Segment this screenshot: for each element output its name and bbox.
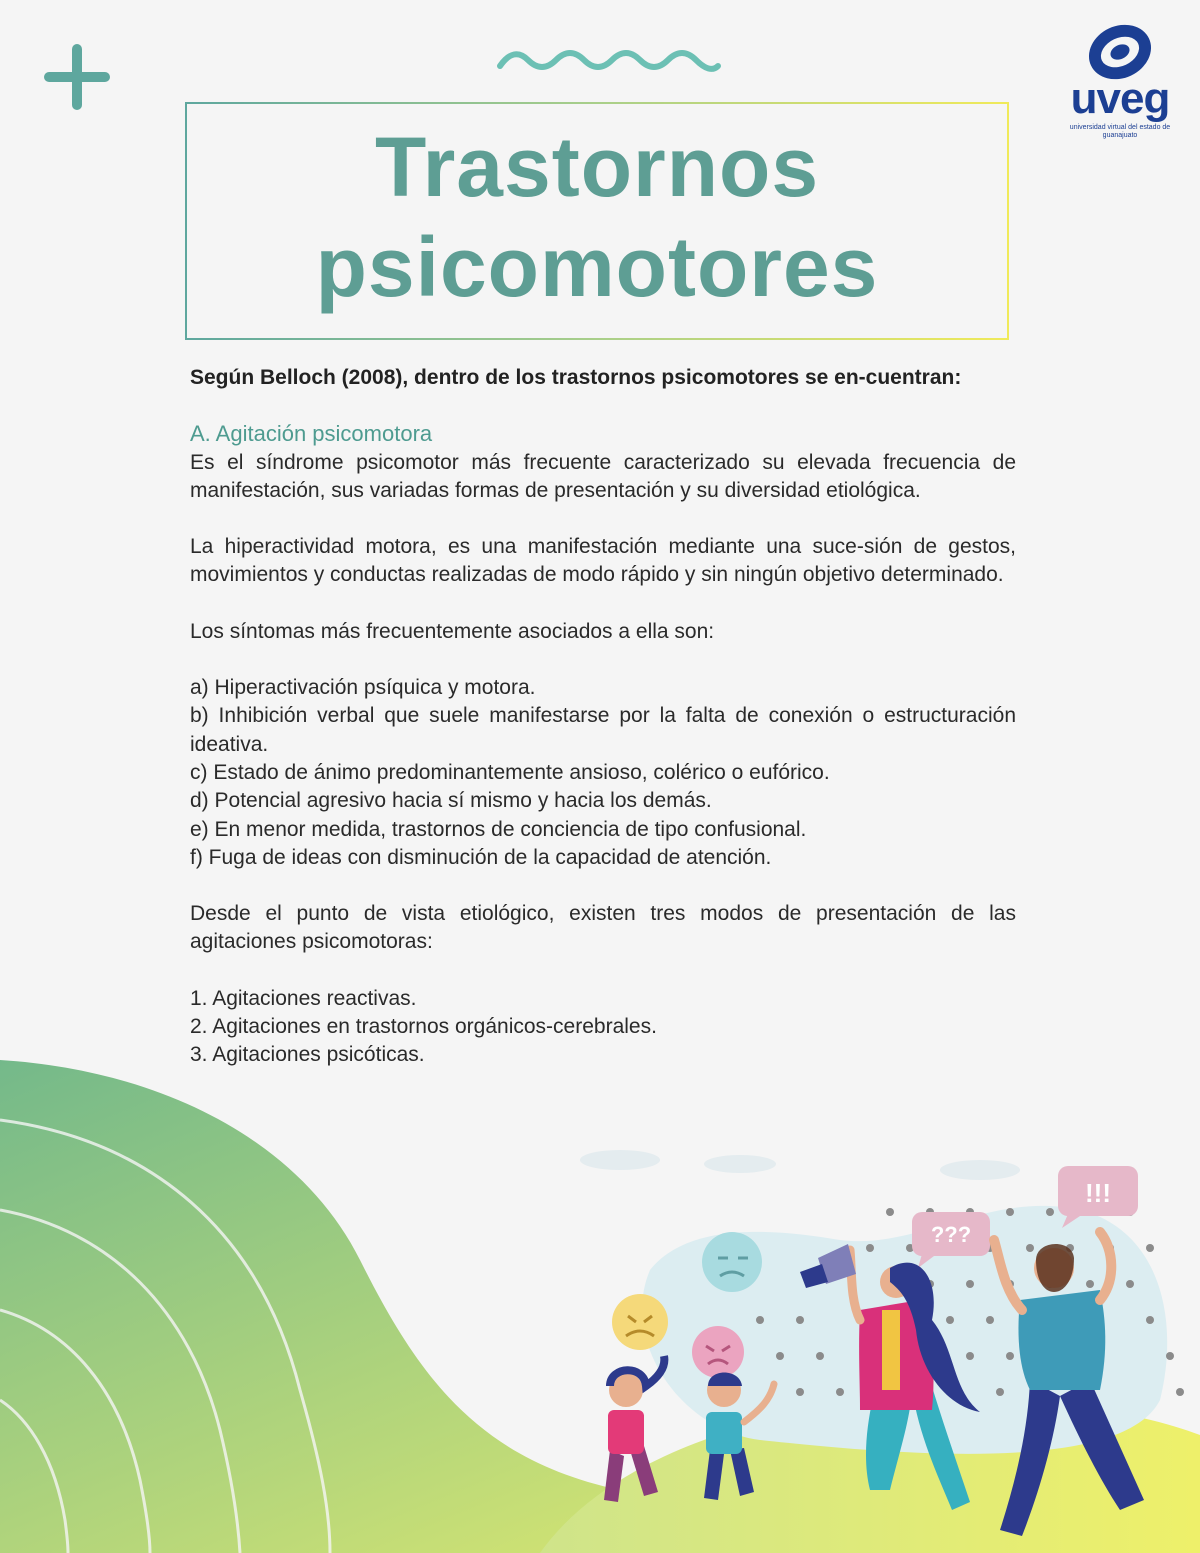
title-box — [185, 102, 1009, 340]
symptom-item: b) Inhibición verbal que suele manifestarse por la falta de conexión o estructuración ideativa. — [190, 704, 1016, 756]
symptom-item: d) Potencial agresivo hacia sí mismo y hacia los demás. — [190, 789, 712, 813]
mode-item: 1. Agitaciones reactivas. — [190, 986, 417, 1010]
zigzag-wave-icon — [496, 44, 722, 74]
document-body — [190, 364, 1016, 1070]
symptom-item: c) Estado de ánimo predominantemente ansioso, colérico o eufórico. — [190, 760, 830, 784]
page-title-line-1: Trastornos — [374, 120, 820, 214]
paragraph-2: La hiperactividad motora, es una manifestación mediante una suce-sión de gestos, movimientos y conductas realizadas de modo rápido y sin ningún objetivo determinado. — [190, 535, 1016, 587]
symptom-item: e) En menor medida, trastornos de conciencia de tipo confusional. — [190, 817, 807, 841]
svg-text:!!!: !!! — [1085, 1178, 1111, 1208]
paragraph-4: Desde el punto de vista etiológico, existen tres modos de presentación de las agitaciones psicomotoras: — [190, 902, 1016, 954]
logo-tagline: universidad virtual del estado de guanajuato — [1069, 124, 1171, 139]
mode-item: 3. Agitaciones psicóticas. — [190, 1043, 425, 1067]
logo-globe-icon — [1060, 22, 1180, 82]
symptom-item: f) Fuga de ideas con disminución de la capacidad de atención. — [190, 845, 772, 869]
svg-text:???: ??? — [930, 1222, 972, 1247]
paragraph-3: Los síntomas más frecuentemente asociados a ella son: — [190, 619, 715, 643]
page-title-line-2: psicomotores — [315, 220, 879, 314]
family-agitation-illustration — [560, 1150, 1200, 1553]
girl-figure — [604, 1356, 664, 1502]
section-heading: A. Agitación psicomotora — [190, 421, 433, 447]
logo-wordmark: uveg — [1070, 74, 1170, 123]
uveg-logo — [1060, 22, 1180, 139]
paragraph-1: Es el síndrome psicomotor más frecuente caracterizado su elevada frecuencia de manifestación, sus variadas formas de presentación y su diversidad etiológica. — [190, 450, 1016, 502]
symptom-item: a) Hiperactivación psíquica y motora. — [190, 676, 536, 700]
intro-paragraph: Según Belloch (2008), dentro de los trastornos psicomotores se en-cuentran: — [190, 366, 962, 389]
plus-icon — [42, 42, 112, 112]
mode-item: 2. Agitaciones en trastornos orgánicos-cerebrales. — [190, 1015, 657, 1039]
